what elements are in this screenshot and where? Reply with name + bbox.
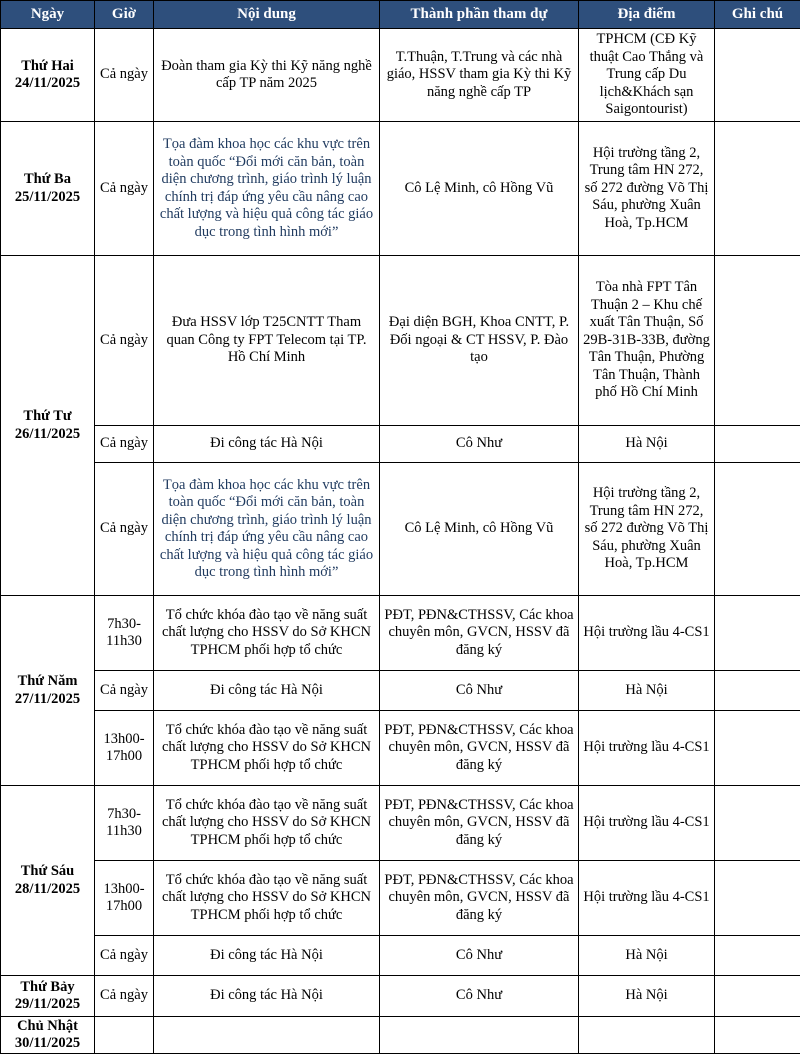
table-row xyxy=(1,122,800,256)
content-cell: Tổ chức khóa đào tạo về năng suất chất lượng cho HSSV do Sở KHCN TPHCM phối hợp tổ chức xyxy=(154,786,380,861)
time-cell: Cả ngày xyxy=(95,256,154,426)
content-cell: Đoàn tham gia Kỳ thi Kỹ năng nghề cấp TP năm 2025 xyxy=(154,29,380,122)
day-date: 30/11/2025 xyxy=(5,1035,90,1053)
table-row xyxy=(1,976,800,1017)
table-row xyxy=(1,936,800,976)
day-date: 26/11/2025 xyxy=(5,426,90,444)
note-cell xyxy=(715,122,800,256)
time-cell: Cả ngày xyxy=(95,122,154,256)
note-cell xyxy=(715,29,800,122)
note-cell xyxy=(715,861,800,936)
table-row xyxy=(1,256,800,426)
table-row xyxy=(1,861,800,936)
content-cell: Đi công tác Hà Nội xyxy=(154,671,380,711)
participants-cell: Đại diện BGH, Khoa CNTT, P. Đối ngoại & CT HSSV, P. Đào tạo xyxy=(380,256,579,426)
participants-cell: Cô Lệ Minh, cô Hồng Vũ xyxy=(380,463,579,596)
note-cell xyxy=(715,1017,800,1054)
table-row xyxy=(1,29,800,122)
header-note: Ghi chú xyxy=(715,1,800,29)
day-date: 24/11/2025 xyxy=(5,75,90,93)
table-row xyxy=(1,463,800,596)
table-row xyxy=(1,711,800,786)
day-name: Thứ Năm xyxy=(5,673,90,691)
day-date: 27/11/2025 xyxy=(5,691,90,709)
participants-cell: T.Thuận, T.Trung và các nhà giáo, HSSV tham gia Kỳ thi Kỹ năng nghề cấp TP xyxy=(380,29,579,122)
participants-cell: PĐT, PĐN&CTHSSV, Các khoa chuyên môn, GVCN, HSSV đã đăng ký xyxy=(380,711,579,786)
day-cell xyxy=(1,976,95,1017)
location-cell xyxy=(579,1017,715,1054)
day-date: 29/11/2025 xyxy=(5,996,90,1014)
location-cell: Hội trường tầng 2, Trung tâm HN 272, số 272 đường Võ Thị Sáu, phường Xuân Hoà, Tp.HCM xyxy=(579,463,715,596)
location-cell: TPHCM (CĐ Kỹ thuật Cao Thắng và Trung cấp Du lịch&Khách sạn Saigontourist) xyxy=(579,29,715,122)
location-cell: Hội trường lầu 4-CS1 xyxy=(579,861,715,936)
note-cell xyxy=(715,671,800,711)
content-cell: Đi công tác Hà Nội xyxy=(154,426,380,463)
day-date: 28/11/2025 xyxy=(5,881,90,899)
location-cell: Hội trường lầu 4-CS1 xyxy=(579,596,715,671)
content-cell: Tổ chức khóa đào tạo về năng suất chất lượng cho HSSV do Sở KHCN TPHCM phối hợp tổ chức xyxy=(154,596,380,671)
day-name: Thứ Ba xyxy=(5,171,90,189)
time-cell: Cả ngày xyxy=(95,671,154,711)
participants-cell: PĐT, PĐN&CTHSSV, Các khoa chuyên môn, GVCN, HSSV đã đăng ký xyxy=(380,596,579,671)
note-cell xyxy=(715,976,800,1017)
time-cell: 7h30-11h30 xyxy=(95,786,154,861)
location-cell: Hà Nội xyxy=(579,976,715,1017)
note-cell xyxy=(715,936,800,976)
time-cell xyxy=(95,1017,154,1054)
content-cell: Đưa HSSV lớp T25CNTT Tham quan Công ty FPT Telecom tại TP. Hồ Chí Minh xyxy=(154,256,380,426)
time-cell: 13h00-17h00 xyxy=(95,711,154,786)
day-name: Thứ Bảy xyxy=(5,979,90,997)
location-cell: Hội trường lầu 4-CS1 xyxy=(579,786,715,861)
header-location: Địa điểm xyxy=(579,1,715,29)
participants-cell: Cô Như xyxy=(380,936,579,976)
participants-cell: Cô Như xyxy=(380,976,579,1017)
table-row xyxy=(1,786,800,861)
time-cell: 7h30-11h30 xyxy=(95,596,154,671)
participants-cell: Cô Lệ Minh, cô Hồng Vũ xyxy=(380,122,579,256)
content-cell: Tổ chức khóa đào tạo về năng suất chất lượng cho HSSV do Sở KHCN TPHCM phối hợp tổ chức xyxy=(154,711,380,786)
table-row xyxy=(1,671,800,711)
day-name: Thứ Hai xyxy=(5,58,90,76)
content-cell: Đi công tác Hà Nội xyxy=(154,976,380,1017)
time-cell: 13h00-17h00 xyxy=(95,861,154,936)
time-cell: Cả ngày xyxy=(95,426,154,463)
day-name: Thứ Sáu xyxy=(5,863,90,881)
day-cell xyxy=(1,256,95,596)
table-row xyxy=(1,1017,800,1054)
location-cell: Hà Nội xyxy=(579,426,715,463)
day-cell xyxy=(1,29,95,122)
location-cell: Tòa nhà FPT Tân Thuận 2 – Khu chế xuất Tân Thuận, Số 29B-31B-33B, đường Tân Thuận, Phường Tân Thuận, Thành phố Hồ Chí Minh xyxy=(579,256,715,426)
time-cell: Cả ngày xyxy=(95,463,154,596)
header-content: Nội dung xyxy=(154,1,380,29)
note-cell xyxy=(715,426,800,463)
day-cell xyxy=(1,596,95,786)
day-cell xyxy=(1,122,95,256)
participants-cell: Cô Như xyxy=(380,671,579,711)
day-cell xyxy=(1,1017,95,1054)
table-row xyxy=(1,596,800,671)
participants-cell: PĐT, PĐN&CTHSSV, Các khoa chuyên môn, GVCN, HSSV đã đăng ký xyxy=(380,786,579,861)
table-row xyxy=(1,426,800,463)
location-cell: Hội trường lầu 4-CS1 xyxy=(579,711,715,786)
header-day: Ngày xyxy=(1,1,95,29)
header-row xyxy=(1,1,800,29)
header-participants: Thành phần tham dự xyxy=(380,1,579,29)
note-cell xyxy=(715,256,800,426)
location-cell: Hà Nội xyxy=(579,671,715,711)
time-cell: Cả ngày xyxy=(95,976,154,1017)
note-cell xyxy=(715,463,800,596)
content-cell: Tọa đàm khoa học các khu vực trên toàn quốc “Đổi mới căn bản, toàn diện chương trình, giáo trình lý luận chính trị đáp ứng yêu cầu nâng cao chất lượng và hiệu quả công tác giáo dục trong tình hình mới” xyxy=(154,122,380,256)
location-cell: Hội trường tầng 2, Trung tâm HN 272, số 272 đường Võ Thị Sáu, phường Xuân Hoà, Tp.HCM xyxy=(579,122,715,256)
content-cell: Tọa đàm khoa học các khu vực trên toàn quốc “Đổi mới căn bản, toàn diện chương trình, giáo trình lý luận chính trị đáp ứng yêu cầu nâng cao chất lượng và hiệu quả công tác giáo dục trong tình hình mới” xyxy=(154,463,380,596)
note-cell xyxy=(715,786,800,861)
day-cell xyxy=(1,786,95,976)
day-name: Chủ Nhật xyxy=(5,1018,90,1036)
time-cell: Cả ngày xyxy=(95,936,154,976)
time-cell: Cả ngày xyxy=(95,29,154,122)
participants-cell: Cô Như xyxy=(380,426,579,463)
day-name: Thứ Tư xyxy=(5,408,90,426)
participants-cell: PĐT, PĐN&CTHSSV, Các khoa chuyên môn, GVCN, HSSV đã đăng ký xyxy=(380,861,579,936)
note-cell xyxy=(715,596,800,671)
header-time: Giờ xyxy=(95,1,154,29)
day-date: 25/11/2025 xyxy=(5,189,90,207)
note-cell xyxy=(715,711,800,786)
location-cell: Hà Nội xyxy=(579,936,715,976)
content-cell: Tổ chức khóa đào tạo về năng suất chất lượng cho HSSV do Sở KHCN TPHCM phối hợp tổ chức xyxy=(154,861,380,936)
content-cell: Đi công tác Hà Nội xyxy=(154,936,380,976)
content-cell xyxy=(154,1017,380,1054)
participants-cell xyxy=(380,1017,579,1054)
